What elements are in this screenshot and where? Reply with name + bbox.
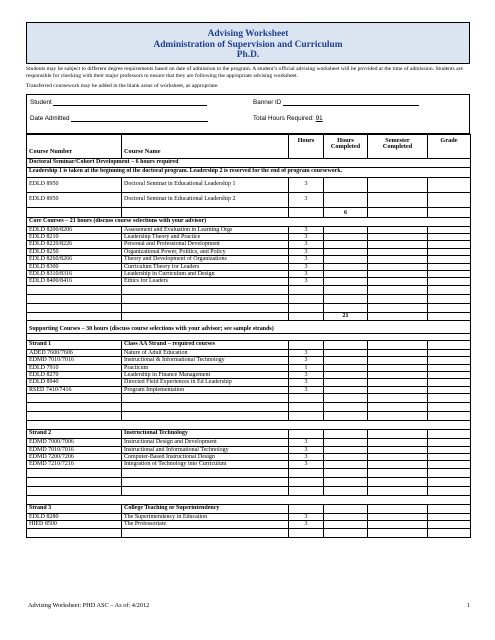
table-row — [27, 263, 471, 270]
course-name: Nature of Adult Education — [122, 349, 289, 356]
header-title: Advising Worksheet — [207, 29, 289, 39]
grade-cell[interactable] — [428, 364, 471, 371]
header-degree: Ph.D. — [236, 50, 260, 60]
page-number: 1 — [466, 602, 470, 609]
course-name: Instructional & Informational Technology — [122, 357, 289, 364]
course-name: The Superintendency in Education — [122, 513, 289, 520]
grade-cell[interactable] — [428, 357, 471, 364]
course-number: EDLD 8310/8316 — [27, 270, 122, 277]
strand-header-row — [27, 504, 471, 513]
subtotal-row — [27, 312, 471, 320]
semester-cell[interactable] — [368, 349, 428, 356]
table-row — [27, 349, 471, 356]
course-name: Directed Field Experiences in Ed Leadership — [122, 379, 289, 386]
grade-cell[interactable] — [428, 349, 471, 356]
table-row — [27, 371, 471, 378]
hours-completed-cell[interactable] — [324, 513, 368, 520]
course-name: Computer-Based Instructional Design — [122, 454, 289, 461]
grade-cell[interactable] — [428, 446, 471, 453]
table-row — [27, 446, 471, 453]
course-name: Curriculum Theory for Leaders — [122, 263, 289, 270]
col-hours-completed: Hours Completed — [324, 134, 368, 158]
semester-cell[interactable] — [368, 278, 428, 285]
hours-completed-cell[interactable] — [324, 371, 368, 378]
semester-cell[interactable] — [368, 521, 428, 528]
course-hours: 3 — [289, 461, 324, 468]
course-number: EDLD 8250 — [27, 248, 122, 255]
student-label: Student — [30, 98, 52, 106]
course-hours: 3 — [289, 386, 324, 393]
banner-id-field[interactable] — [253, 99, 419, 106]
table-row — [27, 364, 471, 371]
strand-name: Instructional Technology — [122, 430, 289, 439]
grade-cell[interactable] — [428, 278, 471, 285]
column-header-row — [27, 134, 471, 158]
hours-completed-cell[interactable] — [324, 192, 368, 207]
grade-cell[interactable] — [428, 386, 471, 393]
course-number: EDLD 8950 — [27, 177, 122, 192]
student-field[interactable] — [30, 99, 207, 106]
course-hours: 3 — [289, 357, 324, 364]
date-admitted-field[interactable] — [30, 115, 208, 122]
course-number: ADED 7600/7606 — [27, 349, 122, 356]
banner-id-label: Banner ID — [253, 98, 282, 106]
table-row — [27, 379, 471, 386]
semester-cell[interactable] — [368, 263, 428, 270]
table-row — [27, 439, 471, 446]
course-hours: 3 — [289, 521, 324, 528]
hours-completed-cell[interactable] — [324, 263, 368, 270]
banner-id-line[interactable] — [283, 99, 419, 106]
table-row — [27, 521, 471, 528]
grade-cell[interactable] — [428, 241, 471, 248]
core-subtotal: 21 — [324, 312, 368, 320]
course-number: EDLD 8950 — [27, 192, 122, 207]
course-hours: 3 — [289, 241, 324, 248]
intro-text — [26, 66, 470, 91]
semester-cell[interactable] — [368, 446, 428, 453]
course-number: EDMD 7010/7016 — [27, 357, 122, 364]
strand-name: Class AA Strand – required courses — [122, 340, 289, 349]
hours-completed-cell[interactable] — [324, 177, 368, 192]
course-name: Personal and Professional Development — [122, 241, 289, 248]
semester-cell[interactable] — [368, 386, 428, 393]
col-course-number: Course Number — [27, 134, 122, 158]
strand-header-row — [27, 340, 471, 349]
doctoral-section-row — [27, 158, 471, 167]
course-name: Leadership in Curriculum and Design — [122, 270, 289, 277]
strand-3-course-list — [27, 513, 471, 528]
hours-completed-cell[interactable] — [324, 248, 368, 255]
supporting-section-title: Supporting Courses – 30 hours (discuss course selections with your advisor; see sample strands) — [27, 320, 471, 333]
hours-completed-cell[interactable] — [324, 233, 368, 240]
course-number: EDMD 7010/7016 — [27, 446, 122, 453]
course-hours: 3 — [289, 379, 324, 386]
course-hours: 3 — [289, 177, 324, 192]
course-number: EDLD 8300 — [27, 263, 122, 270]
hours-completed-cell[interactable] — [324, 446, 368, 453]
semester-cell[interactable] — [368, 371, 428, 378]
course-name: Instructional and Informational Technology — [122, 446, 289, 453]
hours-completed-cell[interactable] — [324, 256, 368, 263]
course-name: Integration of Technology into Curriculum — [122, 461, 289, 468]
course-hours: 3 — [289, 256, 324, 263]
course-hours: 3 — [289, 263, 324, 270]
table-row — [27, 248, 471, 255]
course-number: EDLD 8400/8416 — [27, 278, 122, 285]
course-name: Organizational Power, Politics, and Policy — [122, 248, 289, 255]
table-row — [27, 226, 471, 233]
table-row — [27, 233, 471, 240]
table-row — [27, 461, 471, 468]
hours-completed-cell[interactable] — [324, 521, 368, 528]
grade-cell[interactable] — [428, 439, 471, 446]
course-number: EDLD 7910 — [27, 364, 122, 371]
course-number: EDLD 8200/8206 — [27, 226, 122, 233]
course-number: EDLD 8260/8266 — [27, 256, 122, 263]
hours-completed-cell[interactable] — [324, 349, 368, 356]
semester-cell[interactable] — [368, 233, 428, 240]
total-hours-field — [253, 115, 323, 122]
course-name: Ethics for Leaders — [122, 278, 289, 285]
grade-cell[interactable] — [428, 177, 471, 192]
strand-label: Strand 2 — [27, 430, 122, 439]
semester-cell[interactable] — [368, 177, 428, 192]
table-row — [27, 357, 471, 364]
col-course-name: Course Name — [122, 134, 289, 158]
grade-cell[interactable] — [428, 192, 471, 207]
header-program: Administration of Supervision and Curriculum — [153, 39, 343, 50]
course-number: EDLD 8220/8226 — [27, 241, 122, 248]
student-line[interactable] — [53, 99, 207, 106]
semester-cell[interactable] — [368, 513, 428, 520]
col-hours: Hours — [289, 134, 324, 158]
table-row — [27, 454, 471, 461]
semester-cell[interactable] — [368, 439, 428, 446]
course-hours: 3 — [289, 513, 324, 520]
intro-paragraph-2: Transferred coursework may be added in the blank areas of worksheet, as appropriate. — [26, 83, 219, 89]
course-hours: 1 — [289, 364, 324, 371]
course-number: HIED 8500 — [27, 521, 122, 528]
date-admitted-label: Date Admitted — [30, 114, 70, 122]
strand-header-row — [27, 430, 471, 439]
grade-cell[interactable] — [428, 248, 471, 255]
date-admitted-line[interactable] — [71, 115, 208, 122]
core-course-list — [27, 226, 471, 285]
course-name: Theory and Development of Organizations — [122, 256, 289, 263]
course-name: Doctoral Seminar in Educational Leadership 2 — [122, 192, 289, 207]
hours-completed-cell[interactable] — [324, 241, 368, 248]
grade-cell[interactable] — [428, 521, 471, 528]
grade-cell[interactable] — [428, 461, 471, 468]
strand-2-course-list — [27, 439, 471, 469]
semester-cell[interactable] — [368, 357, 428, 364]
table-row — [27, 386, 471, 393]
course-number: RSED 7410/7416 — [27, 386, 122, 393]
course-hours: 3 — [289, 371, 324, 378]
core-section-title: Core Courses – 21 hours (discuss course selections with your advisor) — [27, 217, 471, 226]
grade-cell[interactable] — [428, 256, 471, 263]
page-footer — [28, 602, 470, 609]
core-section-row — [27, 217, 471, 226]
semester-cell[interactable] — [368, 241, 428, 248]
course-table — [26, 134, 471, 538]
subtotal-row — [27, 207, 471, 217]
table-row — [27, 256, 471, 263]
table-row — [27, 241, 471, 248]
hours-completed-cell[interactable] — [324, 461, 368, 468]
semester-cell[interactable] — [368, 248, 428, 255]
col-semester-completed: Semester Completed — [368, 134, 428, 158]
strand-label: Strand 1 — [27, 340, 122, 349]
hours-completed-cell[interactable] — [324, 439, 368, 446]
supporting-section-row — [27, 320, 471, 333]
table-row — [27, 177, 471, 192]
course-hours: 3 — [289, 248, 324, 255]
table-row — [27, 192, 471, 207]
course-name: Program Implementation — [122, 386, 289, 393]
hours-completed-cell[interactable] — [324, 364, 368, 371]
grade-cell[interactable] — [428, 379, 471, 386]
student-info-box — [26, 94, 470, 134]
course-hours: 3 — [289, 270, 324, 277]
strand-1-course-list — [27, 349, 471, 393]
course-name: Assessment and Evaluation in Learning Orgs — [122, 226, 289, 233]
grade-cell[interactable] — [428, 513, 471, 520]
grade-cell[interactable] — [428, 226, 471, 233]
doctoral-note: Leadership 1 is taken at the beginning of the doctoral program. Leadership 2 is reserved for the end of program coursework. — [27, 167, 471, 177]
course-number: EDMD 7200/7206 — [27, 454, 122, 461]
course-hours: 3 — [289, 349, 324, 356]
doctoral-note-row — [27, 167, 471, 177]
total-hours-label: Total Hours Required: — [253, 114, 314, 122]
strand-label: Strand 3 — [27, 504, 122, 513]
course-number: EDLD 8210 — [27, 233, 122, 240]
strand-name: College Teaching or Superintendency — [122, 504, 289, 513]
grade-cell[interactable] — [428, 371, 471, 378]
semester-cell[interactable] — [368, 379, 428, 386]
course-number: EDLD 8280 — [27, 513, 122, 520]
table-row — [27, 278, 471, 285]
semester-cell[interactable] — [368, 192, 428, 207]
hours-completed-cell[interactable] — [324, 226, 368, 233]
course-hours: 3 — [289, 233, 324, 240]
course-hours: 3 — [289, 439, 324, 446]
doctoral-subtotal: 6 — [324, 207, 368, 217]
worksheet-page — [26, 22, 470, 538]
course-hours: 3 — [289, 192, 324, 207]
course-number: EDLD 8940 — [27, 379, 122, 386]
grade-cell[interactable] — [428, 454, 471, 461]
footer-version: Advising Worksheet: PHD ASC – As of: 4/2012 — [28, 602, 150, 609]
course-hours: 3 — [289, 454, 324, 461]
table-row — [27, 513, 471, 520]
hours-completed-cell[interactable] — [324, 454, 368, 461]
hours-completed-cell[interactable] — [324, 386, 368, 393]
table-row — [27, 270, 471, 277]
semester-cell[interactable] — [368, 226, 428, 233]
course-number: EDMD 7000/7006 — [27, 439, 122, 446]
hours-completed-cell[interactable] — [324, 270, 368, 277]
course-number: EDLD 8270 — [27, 371, 122, 378]
doctoral-section-title: Doctoral Seminar/Cohort Development – 6 hours required — [27, 158, 471, 167]
course-name: Leadership in Finance Management — [122, 371, 289, 378]
intro-paragraph-1: Students may be subject to different degree requirements based on date of admission to the program. A student’s official advising worksheet will be provided at the time of admission. Students are responsible for checking with their major professors to ensure that they are following the appropriate advising worksheet. — [26, 65, 463, 79]
course-hours: 3 — [289, 278, 324, 285]
course-name: The Professoriate — [122, 521, 289, 528]
course-hours: 3 — [289, 446, 324, 453]
course-name: Practicum — [122, 364, 289, 371]
semester-cell[interactable] — [368, 454, 428, 461]
grade-cell[interactable] — [428, 263, 471, 270]
semester-cell[interactable] — [368, 256, 428, 263]
col-grade: Grade — [428, 134, 471, 158]
total-hours-value: 91 — [315, 114, 323, 122]
semester-cell[interactable] — [368, 461, 428, 468]
course-name: Leadership Theory and Practice — [122, 233, 289, 240]
grade-cell[interactable] — [428, 233, 471, 240]
hours-completed-cell[interactable] — [324, 357, 368, 364]
course-hours: 3 — [289, 226, 324, 233]
grade-cell[interactable] — [428, 270, 471, 277]
worksheet-header — [26, 22, 470, 64]
hours-completed-cell[interactable] — [324, 379, 368, 386]
course-number: EDMD 7210/7216 — [27, 461, 122, 468]
hours-completed-cell[interactable] — [324, 278, 368, 285]
semester-cell[interactable] — [368, 364, 428, 371]
course-name: Doctoral Seminar in Educational Leadership 1 — [122, 177, 289, 192]
course-name: Instructional Design and Development — [122, 439, 289, 446]
semester-cell[interactable] — [368, 270, 428, 277]
